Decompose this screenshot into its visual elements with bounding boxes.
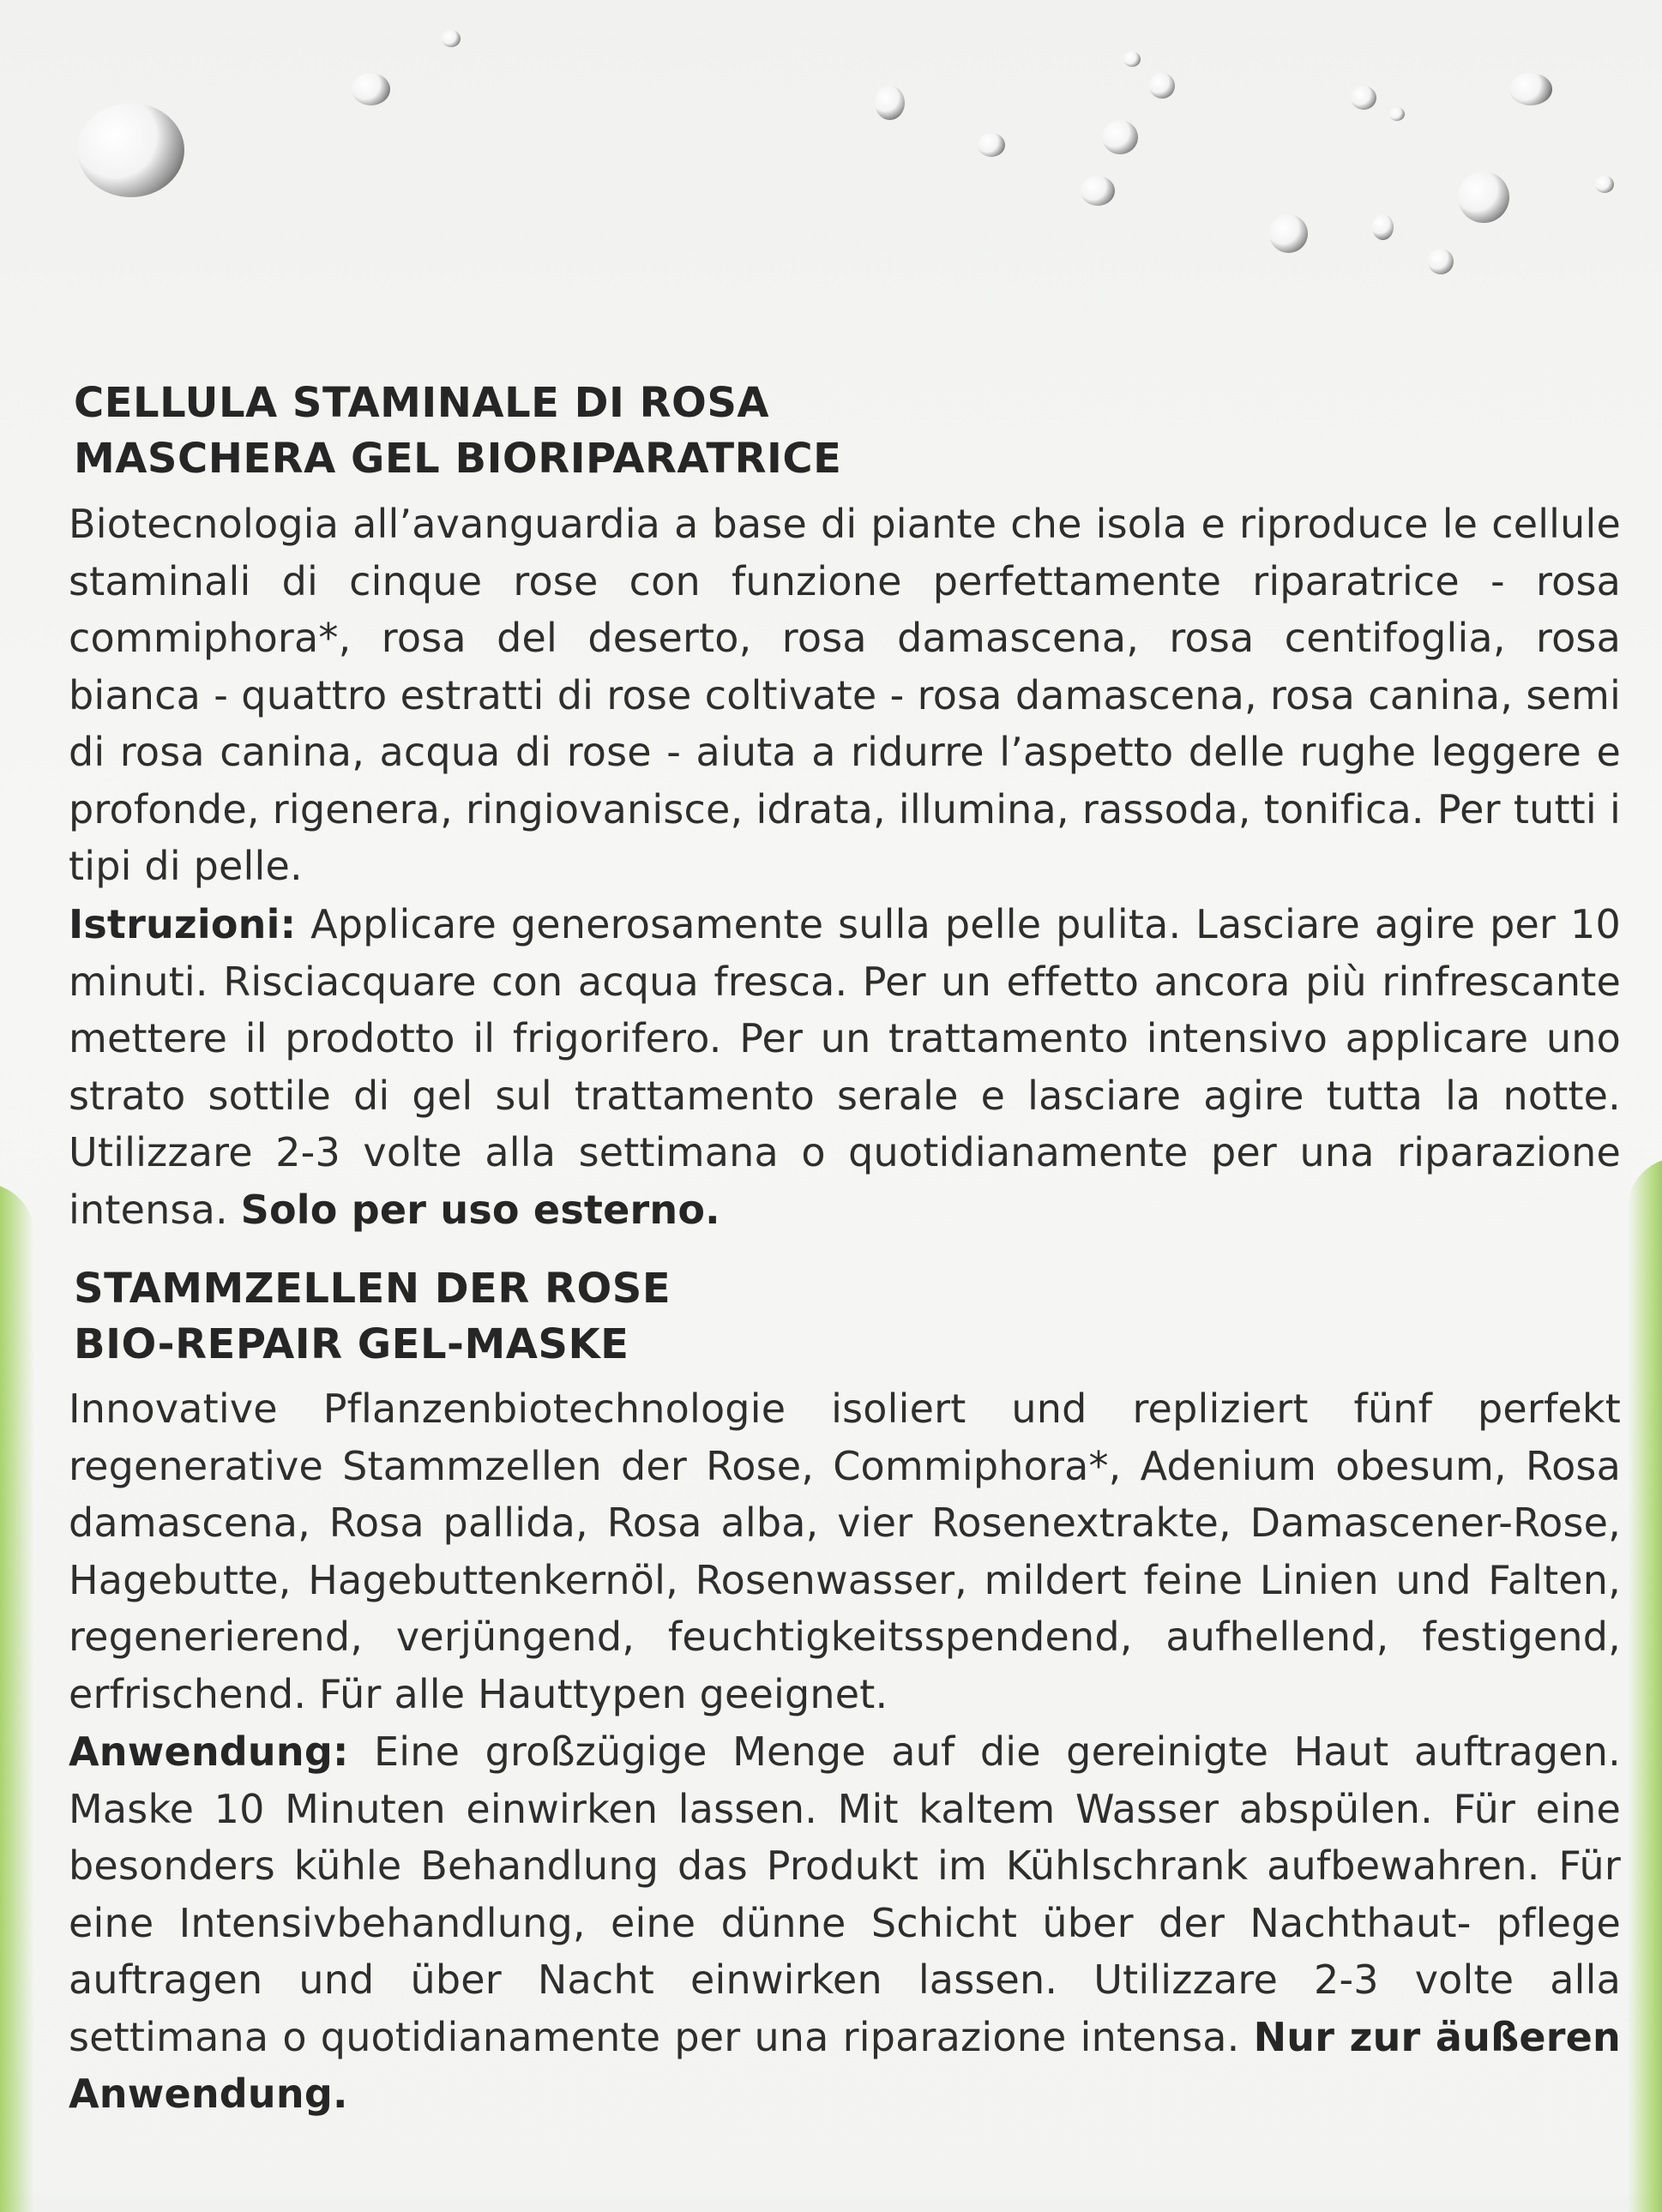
- german-instructions-text: Eine großzügige Menge auf die gereinigte Haut auftragen. Maske 10 Minuten einwirken lassen. Mit kaltem Wasser abspülen. Für eine besonders kühle Behandlung das Produkt im Kühlschrank aufbewahren. Für eine Intensivbehandlung, eine dünne Schicht über der Nachthaut- pflege auftragen und über Nacht einwirken lassen. Utilizzare 2-3 volte alla settimana o quotidianamente per una riparazione intensa.: [69, 1728, 1621, 2060]
- german-instructions: [69, 1723, 1621, 2123]
- german-instructions-label: Anwendung:: [69, 1728, 349, 1775]
- italian-instructions: [69, 896, 1621, 1238]
- italian-warning: Solo per uso esterno.: [240, 1186, 720, 1233]
- italian-instructions-label: Istruzioni:: [69, 901, 297, 947]
- italian-title-line1: CELLULA STAMINALE DI ROSA: [74, 379, 770, 427]
- italian-instructions-text: Applicare generosamente sulla pelle pulita. Lasciare agire per 10 minuti. Risciacquare con acqua fresca. Per un effetto ancora più rinfrescante mettere il prodotto il frigorifero. Per un trattamento intensivo applicare uno strato sottile di gel sul trattamento serale e lasciare agire tutta la notte. Utilizzare 2-3 volte alla settimana o quotidianamente per una riparazione intensa.: [69, 901, 1621, 1233]
- german-description: [69, 1380, 1621, 1722]
- german-title-line2: BIO-REPAIR GEL-MASKE: [74, 1320, 629, 1368]
- german-warning: Nur zur äußeren Anwendung.: [69, 2013, 1622, 2117]
- german-title-line1: STAMMZELLEN DER ROSE: [74, 1265, 671, 1313]
- italian-description: [69, 496, 1621, 895]
- italian-description-text: Biotecnologia all’avanguardia a base di piante che isola e riproduce le cellule staminali di cinque rose con funzione perfettamente riparatrice - rosa commiphora*, rosa del deserto, rosa damascena, rosa centifoglia, rosa bianca - quattro estratti di rose coltivate - rosa damascena, rosa canina, semi di rosa canina, acqua di rose - aiuta a ridurre l’aspetto delle rughe leggere e profonde, rigenera, ringiovanisce, idrata, illumina, rassoda, tonifica. Per tutti i tipi di pelle.: [69, 501, 1621, 889]
- italian-title-line2: MASCHERA GEL BIORIPARATRICE: [74, 435, 842, 483]
- green-stem-left-decoration: [0, 1183, 34, 2212]
- green-stem-right-decoration: [1628, 1157, 1662, 2212]
- german-description-text: Innovative Pflanzenbiotechnologie isoliert und repliziert fünf perfekt regenerative Stammzellen der Rose, Commiphora*, Adenium obesum, Rosa damascena, Rosa pallida, Rosa alba, vier Rosenextrakte, Damascener-Rose, Hagebutte, Hagebuttenkernöl, Rosenwasser, mildert feine Linien und Falten, regenerierend, verjüngend, feuchtigkeitsspendend, aufhellend, festigend, erfrischend. Für alle Hauttypen geeignet.: [69, 1386, 1621, 1717]
